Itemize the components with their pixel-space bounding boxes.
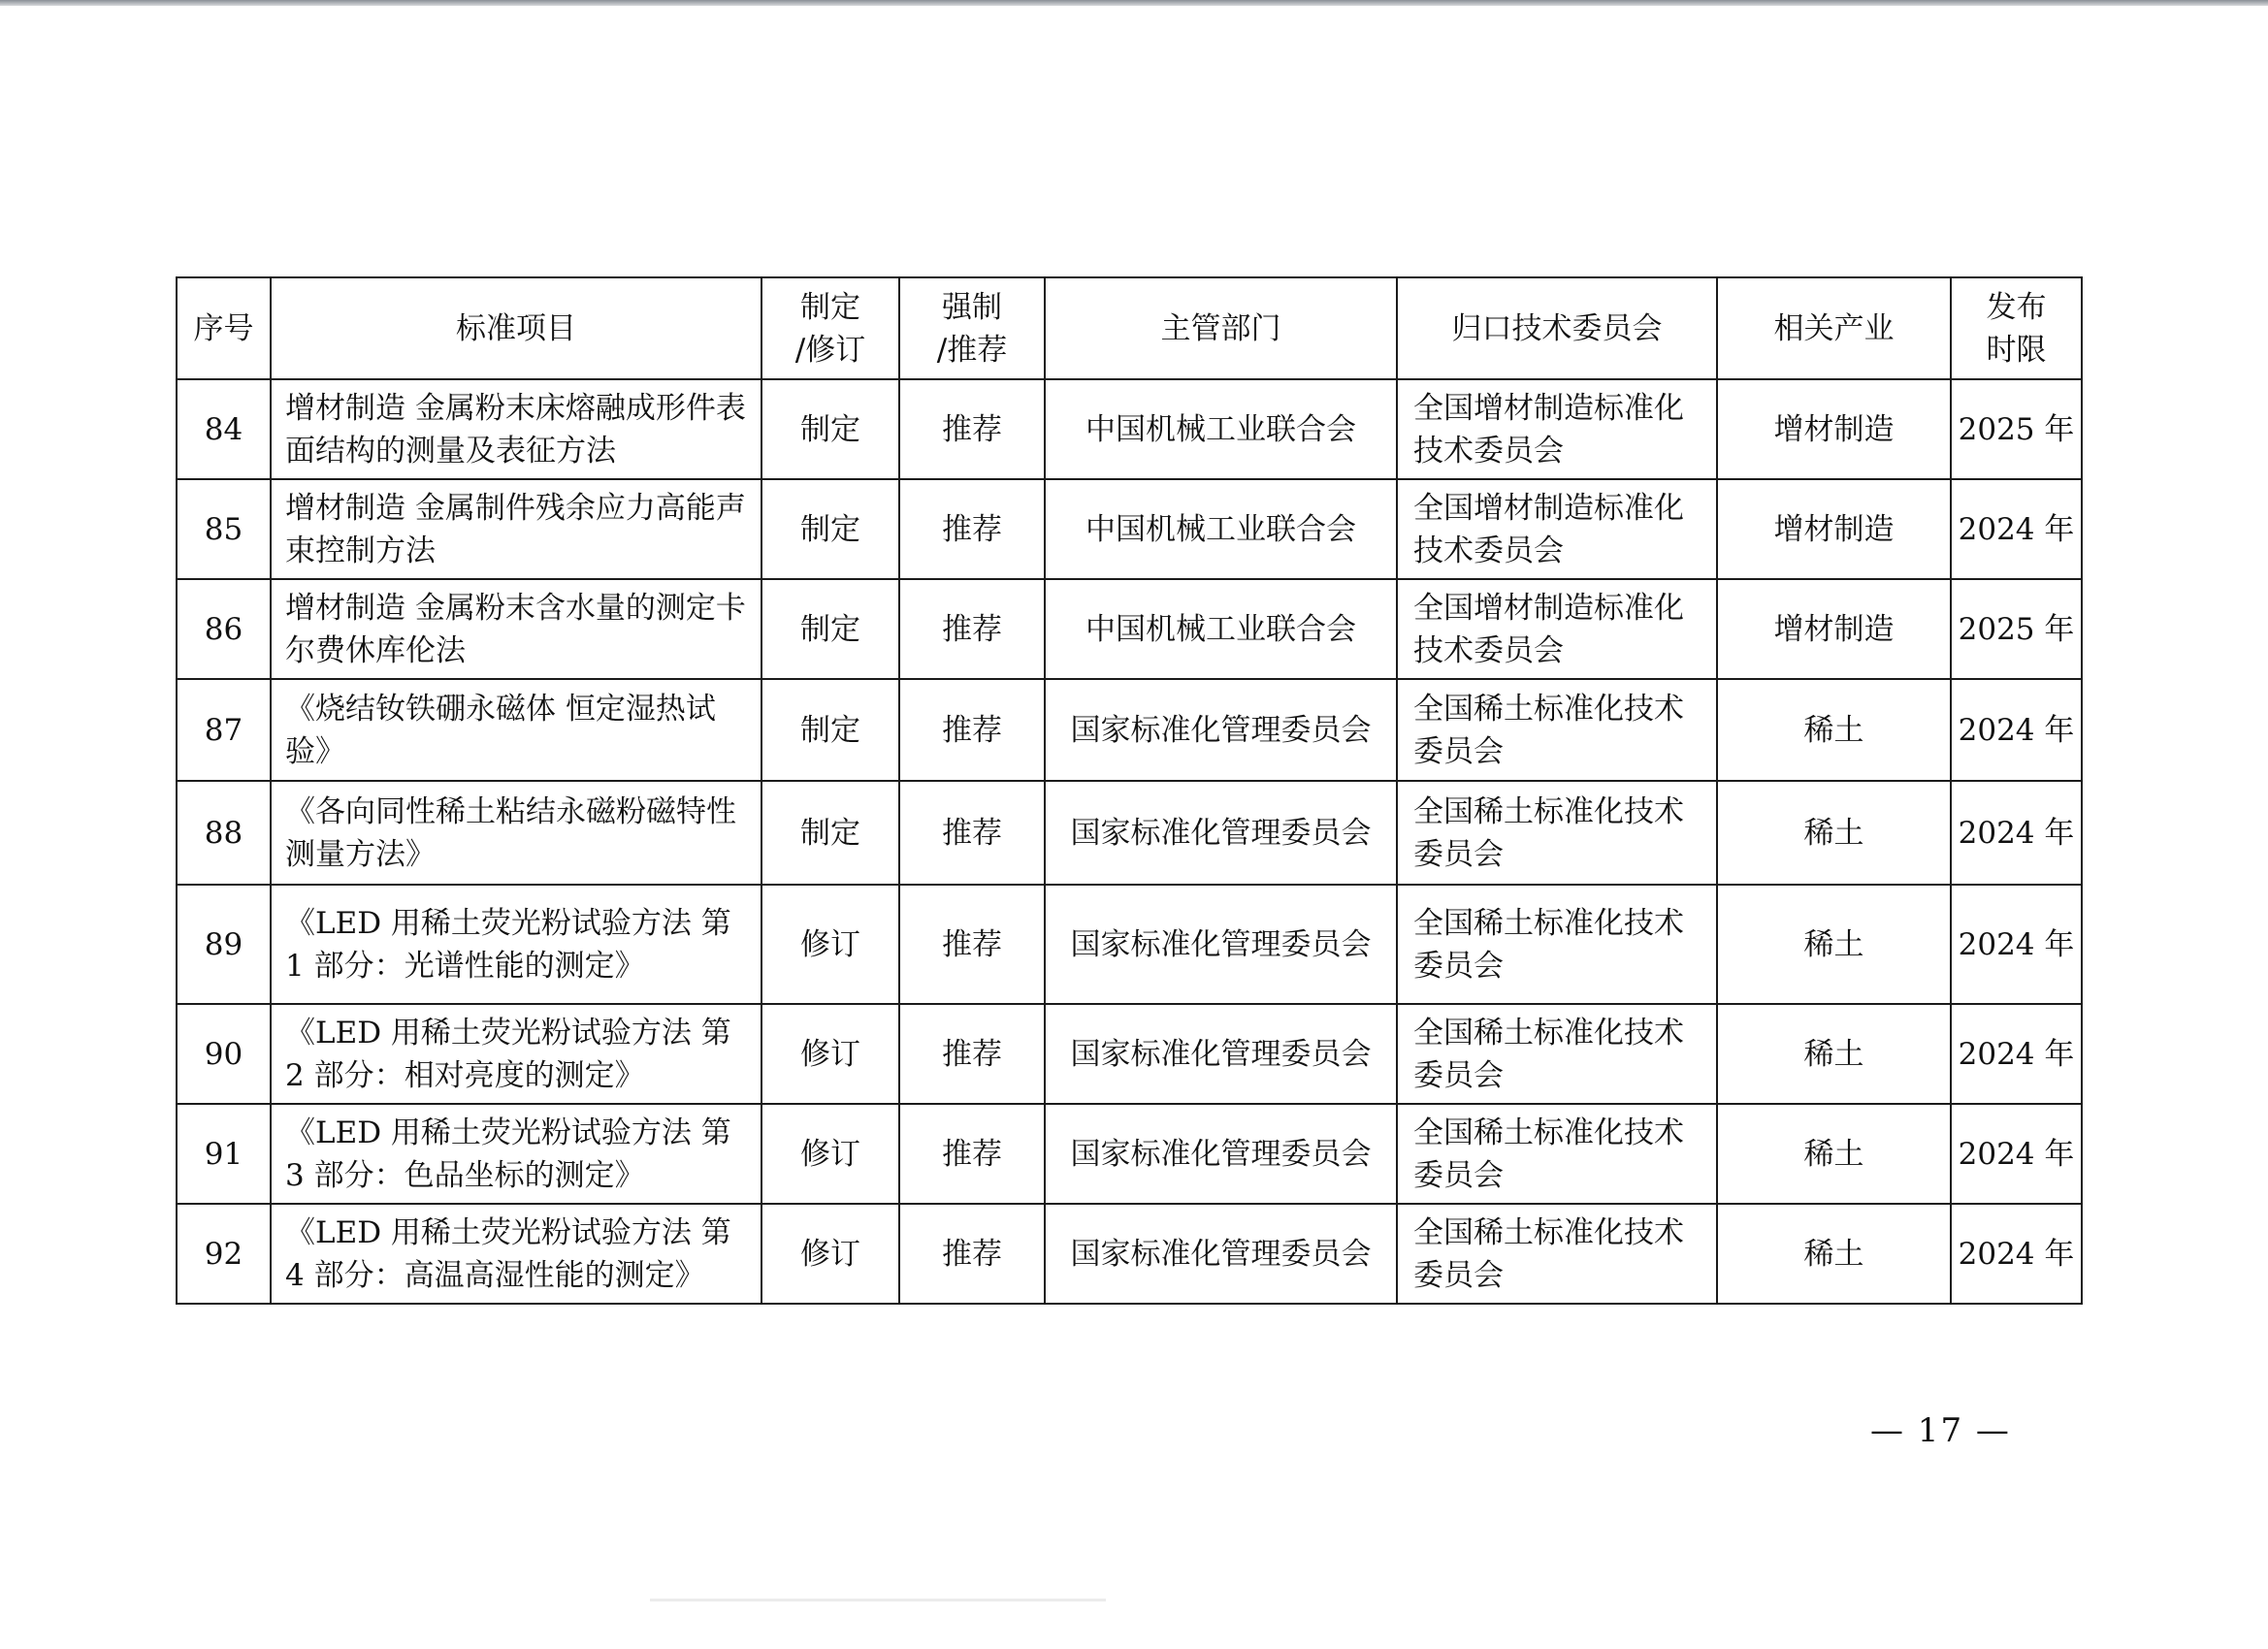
cell-mandatory-recommended: 推荐	[899, 885, 1045, 1004]
cell-committee: 全国稀土标准化技术委员会	[1397, 781, 1717, 885]
cell-formulate-revise: 修订	[761, 1204, 899, 1304]
cell-serial: 92	[177, 1204, 271, 1304]
standards-table	[176, 276, 2083, 1305]
cell-deadline: 2024 年	[1951, 1204, 2082, 1304]
cell-industry: 稀土	[1717, 679, 1951, 781]
table-row	[177, 679, 2082, 781]
cell-deadline: 2024 年	[1951, 781, 2082, 885]
cell-department: 国家标准化管理委员会	[1045, 885, 1397, 1004]
cell-committee: 全国增材制造标准化技术委员会	[1397, 579, 1717, 679]
cell-mandatory-recommended: 推荐	[899, 1204, 1045, 1304]
cell-formulate-revise: 制定	[761, 679, 899, 781]
cell-standard-item: 《LED 用稀土荧光粉试验方法 第 4 部分：高温高湿性能的测定》	[271, 1204, 761, 1304]
table-row	[177, 1004, 2082, 1104]
cell-deadline: 2025 年	[1951, 579, 2082, 679]
cell-formulate-revise: 制定	[761, 479, 899, 579]
cell-industry: 稀土	[1717, 1104, 1951, 1204]
header-department: 主管部门	[1045, 277, 1397, 379]
cell-standard-item: 增材制造 金属粉末床熔融成形件表面结构的测量及表征方法	[271, 379, 761, 479]
header-committee: 归口技术委员会	[1397, 277, 1717, 379]
cell-committee: 全国增材制造标准化技术委员会	[1397, 479, 1717, 579]
cell-mandatory-recommended: 推荐	[899, 379, 1045, 479]
cell-mandatory-recommended: 推荐	[899, 1004, 1045, 1104]
cell-serial: 86	[177, 579, 271, 679]
cell-industry: 增材制造	[1717, 579, 1951, 679]
cell-committee: 全国稀土标准化技术委员会	[1397, 1104, 1717, 1204]
cell-serial: 89	[177, 885, 271, 1004]
cell-formulate-revise: 修订	[761, 1004, 899, 1104]
header-standard-item: 标准项目	[271, 277, 761, 379]
cell-committee: 全国稀土标准化技术委员会	[1397, 1204, 1717, 1304]
cell-formulate-revise: 制定	[761, 781, 899, 885]
cell-standard-item: 《烧结钕铁硼永磁体 恒定湿热试验》	[271, 679, 761, 781]
cell-formulate-revise: 修订	[761, 885, 899, 1004]
cell-mandatory-recommended: 推荐	[899, 781, 1045, 885]
cell-formulate-revise: 制定	[761, 379, 899, 479]
cell-standard-item: 增材制造 金属粉末含水量的测定卡尔费休库伦法	[271, 579, 761, 679]
cell-deadline: 2024 年	[1951, 1004, 2082, 1104]
cell-industry: 增材制造	[1717, 479, 1951, 579]
cell-department: 中国机械工业联合会	[1045, 579, 1397, 679]
header-formulate-revise: 制定 /修订	[761, 277, 899, 379]
table-row	[177, 479, 2082, 579]
table-row	[177, 781, 2082, 885]
cell-industry: 稀土	[1717, 781, 1951, 885]
cell-industry: 增材制造	[1717, 379, 1951, 479]
cell-industry: 稀土	[1717, 885, 1951, 1004]
cell-standard-item: 《LED 用稀土荧光粉试验方法 第 1 部分：光谱性能的测定》	[271, 885, 761, 1004]
cell-deadline: 2024 年	[1951, 479, 2082, 579]
cell-department: 中国机械工业联合会	[1045, 379, 1397, 479]
cell-committee: 全国稀土标准化技术委员会	[1397, 885, 1717, 1004]
cell-deadline: 2025 年	[1951, 379, 2082, 479]
cell-serial: 85	[177, 479, 271, 579]
table-row	[177, 579, 2082, 679]
cell-committee: 全国增材制造标准化技术委员会	[1397, 379, 1717, 479]
table-row	[177, 379, 2082, 479]
table-header-row	[177, 277, 2082, 379]
table-row	[177, 1104, 2082, 1204]
cell-serial: 88	[177, 781, 271, 885]
cell-standard-item: 《LED 用稀土荧光粉试验方法 第 3 部分：色品坐标的测定》	[271, 1104, 761, 1204]
cell-department: 国家标准化管理委员会	[1045, 1204, 1397, 1304]
cell-department: 国家标准化管理委员会	[1045, 781, 1397, 885]
table-row	[177, 885, 2082, 1004]
cell-department: 中国机械工业联合会	[1045, 479, 1397, 579]
cell-deadline: 2024 年	[1951, 1104, 2082, 1204]
header-deadline: 发布 时限	[1951, 277, 2082, 379]
cell-industry: 稀土	[1717, 1204, 1951, 1304]
cell-standard-item: 《各向同性稀土粘结永磁粉磁特性测量方法》	[271, 781, 761, 885]
cell-serial: 87	[177, 679, 271, 781]
cell-deadline: 2024 年	[1951, 885, 2082, 1004]
cell-mandatory-recommended: 推荐	[899, 579, 1045, 679]
cell-serial: 90	[177, 1004, 271, 1104]
table-row	[177, 1204, 2082, 1304]
cell-committee: 全国稀土标准化技术委员会	[1397, 1004, 1717, 1104]
cell-formulate-revise: 制定	[761, 579, 899, 679]
cell-department: 国家标准化管理委员会	[1045, 1004, 1397, 1104]
cell-serial: 91	[177, 1104, 271, 1204]
cell-department: 国家标准化管理委员会	[1045, 679, 1397, 781]
header-mandatory-recommended: 强制 /推荐	[899, 277, 1045, 379]
cell-mandatory-recommended: 推荐	[899, 1104, 1045, 1204]
cell-mandatory-recommended: 推荐	[899, 679, 1045, 781]
cell-formulate-revise: 修订	[761, 1104, 899, 1204]
scan-top-edge	[0, 0, 2268, 6]
cell-standard-item: 《LED 用稀土荧光粉试验方法 第 2 部分：相对亮度的测定》	[271, 1004, 761, 1104]
cell-department: 国家标准化管理委员会	[1045, 1104, 1397, 1204]
cell-deadline: 2024 年	[1951, 679, 2082, 781]
header-serial: 序号	[177, 277, 271, 379]
cell-standard-item: 增材制造 金属制件残余应力高能声束控制方法	[271, 479, 761, 579]
header-industry: 相关产业	[1717, 277, 1951, 379]
cell-serial: 84	[177, 379, 271, 479]
cell-committee: 全国稀土标准化技术委员会	[1397, 679, 1717, 781]
scan-bottom-mark	[650, 1599, 1106, 1601]
cell-industry: 稀土	[1717, 1004, 1951, 1104]
cell-mandatory-recommended: 推荐	[899, 479, 1045, 579]
page-number: — 17 —	[1870, 1411, 2011, 1450]
